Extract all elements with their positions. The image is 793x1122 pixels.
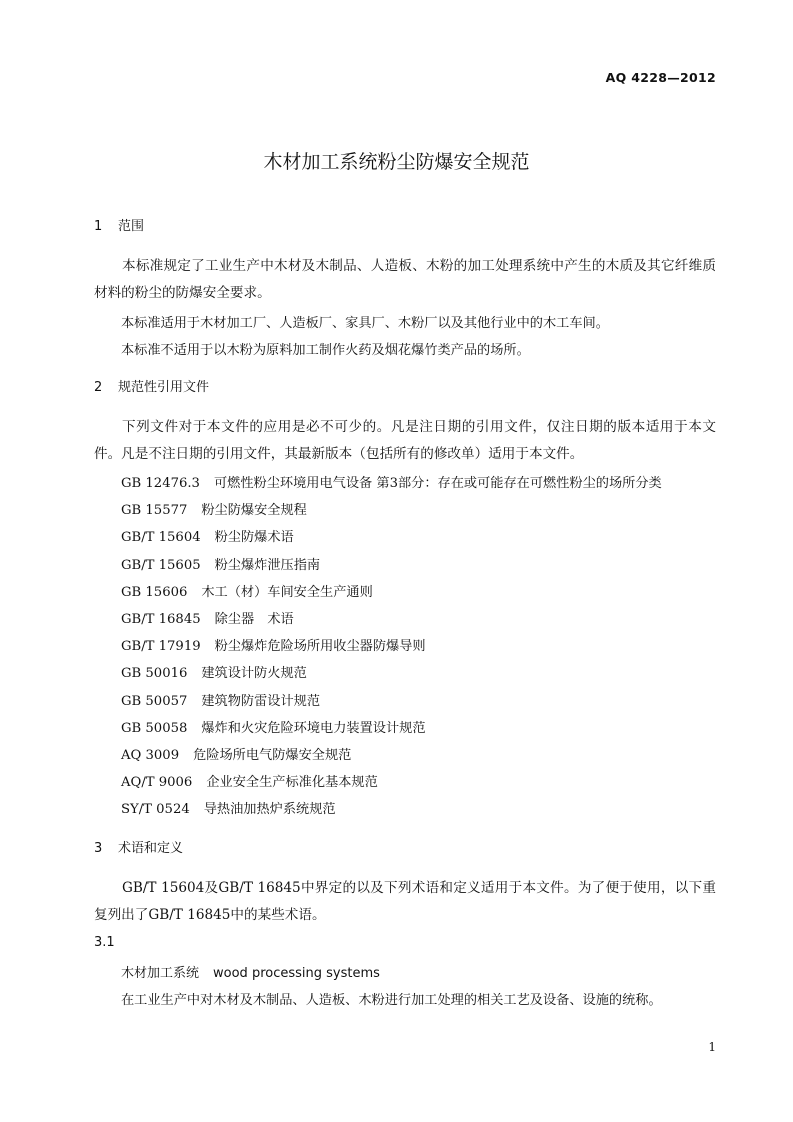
reference-title: 建筑物防雷设计规范 <box>201 693 321 709</box>
reference-code: GB 50058 <box>121 720 188 736</box>
document-code: AQ 4228—2012 <box>605 70 716 85</box>
reference-title: 导热油加热炉系统规范 <box>203 802 336 818</box>
reference-item <box>121 715 662 742</box>
section-1-heading <box>94 215 144 234</box>
reference-code: GB/T 15605 <box>121 557 201 573</box>
reference-item <box>121 769 662 796</box>
reference-code: GB 15577 <box>121 503 188 519</box>
reference-item <box>121 742 662 769</box>
reference-title: 粉尘防爆安全规程 <box>201 503 307 519</box>
reference-item <box>121 552 662 579</box>
reference-code: SY/T 0524 <box>121 802 190 818</box>
section-title: 术语和定义 <box>118 841 184 856</box>
reference-title: 危险场所电气防爆安全规范 <box>193 747 352 763</box>
section-title: 规范性引用文件 <box>118 380 210 395</box>
term-name-en: wood processing systems <box>213 966 380 981</box>
reference-item <box>121 660 662 687</box>
term-definition: 在工业生产中对木材及木制品、人造板、木粉进行加工处理的相关工艺及设备、设施的统称。 <box>121 993 662 1008</box>
reference-code: AQ/T 9006 <box>121 775 193 791</box>
term-heading <box>121 962 380 981</box>
section-2-heading <box>94 376 209 395</box>
scope-paragraph-3: 本标准不适用于以木粉为原料加工制作火药及烟花爆竹类产品的场所。 <box>121 343 530 358</box>
reference-item <box>121 579 662 606</box>
reference-code: GB 15606 <box>121 584 188 600</box>
reference-list <box>121 470 662 823</box>
terms-intro: GB/T 15604及GB/T 16845中界定的以及下列术语和定义适用于本文件。为了便于使用，以下重复列出了GB/T 16845中的某些术语。 <box>94 880 716 923</box>
reference-item <box>121 688 662 715</box>
reference-title: 粉尘防爆术语 <box>214 530 294 546</box>
section-number: 3 <box>94 841 103 856</box>
references-intro: 下列文件对于本文件的应用是必不可少的。凡是注日期的引用文件，仅注日期的版本适用于本文件。凡是不注日期的引用文件，其最新版本（包括所有的修改单）适用于本文件。 <box>94 419 716 462</box>
reference-item <box>121 470 662 497</box>
reference-title: 木工（材）车间安全生产通则 <box>201 584 373 600</box>
reference-code: GB 50057 <box>121 693 188 709</box>
scope-paragraph-1: 本标准规定了工业生产中木材及木制品、人造板、木粉的加工处理系统中产生的木质及其它纤维质材料的粉尘的防爆安全要求。 <box>94 258 716 301</box>
reference-title: 企业安全生产标准化基本规范 <box>206 775 378 791</box>
reference-title: 建筑设计防火规范 <box>201 666 307 682</box>
reference-item <box>121 524 662 551</box>
page-title: 木材加工系统粉尘防爆安全规范 <box>263 151 530 173</box>
reference-item <box>121 796 662 823</box>
section-title: 范围 <box>118 219 145 234</box>
page-number: 1 <box>708 1040 716 1054</box>
reference-code: GB 50016 <box>121 666 188 682</box>
reference-code: GB/T 17919 <box>121 639 201 655</box>
reference-title: 粉尘爆炸危险场所用收尘器防爆导则 <box>214 639 426 655</box>
section-number: 1 <box>94 219 103 234</box>
reference-item <box>121 633 662 660</box>
reference-title: 粉尘爆炸泄压指南 <box>214 557 321 573</box>
reference-title: 除尘器 术语 <box>214 611 294 627</box>
reference-code: GB/T 15604 <box>121 530 201 546</box>
term-number: 3.1 <box>94 935 115 950</box>
reference-item <box>121 606 662 633</box>
scope-paragraph-2: 本标准适用于木材加工厂、人造板厂、家具厂、木粉厂以及其他行业中的木工车间。 <box>121 316 609 331</box>
reference-code: GB/T 16845 <box>121 611 201 627</box>
reference-code: GB 12476.3 <box>121 476 200 491</box>
section-number: 2 <box>94 380 103 395</box>
section-3-heading <box>94 837 183 856</box>
term-name-cn: 木材加工系统 <box>121 966 200 981</box>
reference-title: 可燃性粉尘环境用电气设备 第3部分：存在或可能存在可燃性粉尘的场所分类 <box>213 476 662 491</box>
reference-item <box>121 497 662 524</box>
reference-code: AQ 3009 <box>121 747 180 763</box>
reference-title: 爆炸和火灾危险环境电力装置设计规范 <box>201 720 426 736</box>
